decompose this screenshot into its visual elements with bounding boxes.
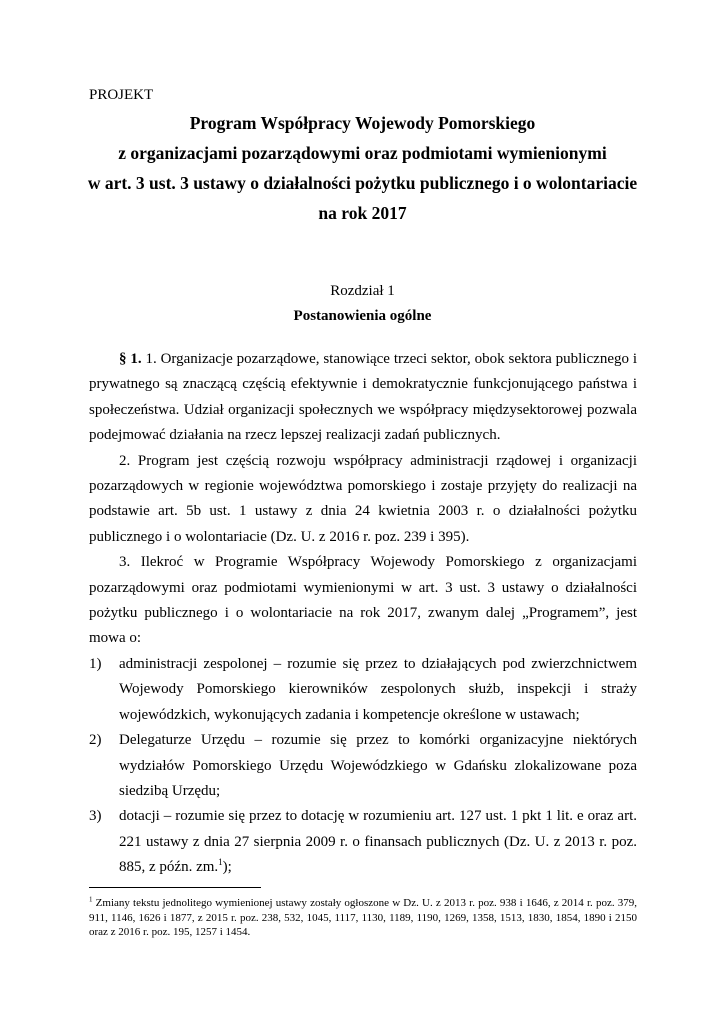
list-item-number: 1) [89, 655, 102, 672]
footnote-divider [89, 887, 261, 888]
list-item-number: 2) [89, 732, 102, 749]
paragraph-3: 3. Ilekroć w Programie Współpracy Wojewody Pomorskiego z organizacjami pozarządowymi oraz podmiotami wymienionymi w art. 3 ust. 3 ustawy o działalności pożytku publicznego i o wolontariacie na rok 2017, zwanym dalej „Programem”, jest mowa o: [89, 554, 637, 647]
list-item-text: dotacji – rozumie się przez to dotację w rozumieniu art. 127 ust. 1 pkt 1 lit. e oraz art. 221 ustawy z dnia 27 sierpnia 2009 r. o finansach publicznych (Dz. U. z 2013 r. poz. 885, z późn. zm. [119, 808, 637, 876]
title-line-1: Program Współpracy Wojewody Pomorskiego [189, 113, 536, 133]
list-item [89, 728, 637, 804]
title-line-4: na rok 2017 [318, 203, 407, 223]
list-item-suffix: ); [222, 859, 232, 876]
paragraph-2: 2. Program jest częścią rozwoju współpracy administracji rządowej i organizacji pozarządowych w regionie województwa pomorskiego i zostaje przyjęty do realizacji na podstawie art. 5b ust. 1 ustawy z dnia 24 kwietnia 2003 r. o działalności pożytku publicznego i o wolontariacie (Dz. U. z 2016 r. poz. 239 i 395). [89, 452, 637, 545]
title-line-2: z organizacjami pozarządowymi oraz podmiotami wymienionymi [118, 143, 607, 163]
footnote-text: Zmiany tekstu jednolitego wymienionej ustawy zostały ogłoszone w Dz. U. z 2013 r. poz. 938 i 1646, z 2014 r. poz. 379, 911, 1146, 1626 i 1877, z 2015 r. poz. 238, 532, 1045, 1117, 1130, 1189, 1190, 1269, 1358, 1513, 1830, 1854, 1890 i 2150 oraz z 2016 r. poz. 195, 1257 i 1454. [89, 897, 637, 938]
chapter-heading [60, 279, 665, 329]
title-line-3: w art. 3 ust. 3 ustawy o działalności pożytku publicznego i o wolontariacie [87, 173, 638, 193]
chapter-number: Rozdział 1 [330, 283, 395, 299]
footnote-reference[interactable]: 1 [218, 857, 223, 868]
list-item-text: Delegaturze Urzędu – rozumie się przez to komórki organizacyjne niektórych wydziałów Pomorskiego Urzędu Wojewódzkiego w Gdańsku zlokalizowane poza siedzibą Urzędu; [119, 732, 637, 799]
paragraph-1 [89, 347, 637, 449]
list-item [89, 652, 637, 728]
footnote [89, 896, 637, 940]
footnote-marker: 1 [89, 895, 93, 904]
paragraph-1-text: 1. Organizacje pozarządowe, stanowiące trzeci sektor, obok sektora publicznego i prywatnego są znaczącą częścią efektywnie i demokratycznie funkcjonującego państwa i społeczeństwa. Udział organizacji społecznych we współpracy międzysektorowej pozwala podejmować działania na rzecz lepszej realizacji zadań publicznych. [89, 351, 637, 444]
list-item [89, 804, 637, 880]
document-body [89, 347, 637, 881]
document-title [60, 108, 665, 228]
list-item-text: administracji zespolonej – rozumie się przez to działających pod zwierzchnictwem Wojewody Pomorskiego kierowników zespolonych służb, inspekcji i straży wojewódzkich, wykonujących zadania i kompetencje określone w ustawach; [119, 655, 637, 723]
draft-label: PROJEKT [89, 87, 154, 103]
section-mark: § 1. [119, 351, 142, 367]
list-item-number: 3) [89, 808, 102, 825]
chapter-title: Postanowienia ogólne [293, 308, 432, 324]
